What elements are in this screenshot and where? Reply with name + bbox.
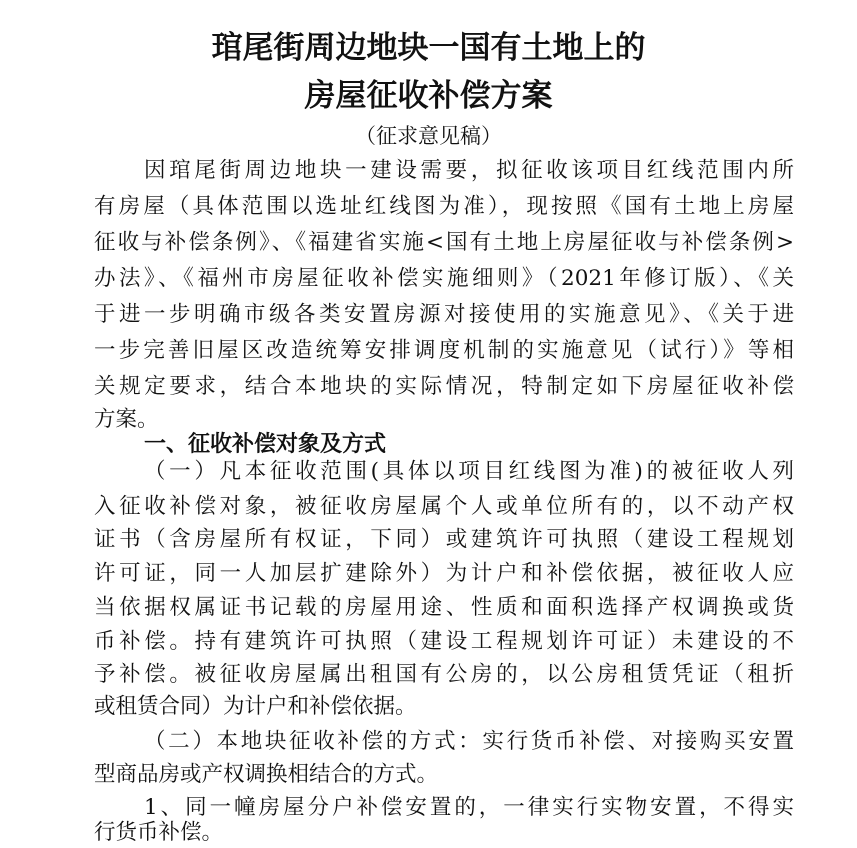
document-title-line-2: 房屋征收补偿方案	[304, 78, 553, 114]
paragraph-line: 或租赁合同）为计户和补偿依据。	[94, 694, 417, 719]
paragraph-line: 1、同一幢房屋分户补偿安置的，一律实行实物安置，不得实	[144, 795, 794, 820]
document-title-line-1: 琯尾街周边地块一国有土地上的	[211, 30, 646, 66]
intro-line: 因琯尾街周边地块一建设需要，拟征收该项目红线范围内所	[144, 158, 794, 183]
paragraph-line: 入征收补偿对象，被征收房屋属个人或单位所有的，以不动产权	[94, 494, 794, 519]
section-heading: 一、征收补偿对象及方式	[144, 432, 387, 457]
document-subtitle: （征求意见稿）	[355, 124, 502, 148]
paragraph-line: （一）凡本征收范围(具体以项目红线图为准)的被征收人列	[144, 459, 794, 484]
intro-line: 有房屋（具体范围以选址红线图为准），现按照《国有土地上房屋	[94, 194, 794, 219]
paragraph-line: 币补偿。持有建筑许可执照（建设工程规划许可证）未建设的不	[94, 629, 794, 654]
paragraph-line: 予补偿。被征收房屋属出租国有公房的，以公房租赁凭证（租折	[94, 662, 794, 687]
paragraph-line: 型商品房或产权调换相结合的方式。	[94, 762, 439, 787]
intro-line: 于进一步明确市级各类安置房源对接使用的实施意见》、《关于进	[94, 302, 794, 327]
intro-line: 关规定要求，结合本地块的实际情况，特制定如下房屋征收补偿	[94, 374, 794, 399]
intro-line: 征收与补偿条例》、《福建省实施<国有土地上房屋征收与补偿条例>	[94, 230, 794, 255]
paragraph-line: 许可证，同一人加层扩建除外）为计户和补偿依据，被征收人应	[94, 561, 794, 586]
paragraph-line: 证书（含房屋所有权证，下同）或建筑许可执照（建设工程规划	[94, 527, 794, 552]
intro-line: 方案。	[94, 407, 159, 432]
intro-line: 办法》、《福州市房屋征收补偿实施细则》（2021年修订版）、《关	[94, 266, 794, 291]
paragraph-line: （二）本地块征收补偿的方式：实行货币补偿、对接购买安置	[144, 729, 794, 754]
paragraph-line: 当依据权属证书记载的房屋用途、性质和面积选择产权调换或货	[94, 595, 794, 620]
paragraph-line: 行货币补偿。	[94, 820, 224, 845]
intro-line: 一步完善旧屋区改造统筹安排调度机制的实施意见（试行）》等相	[94, 338, 794, 363]
